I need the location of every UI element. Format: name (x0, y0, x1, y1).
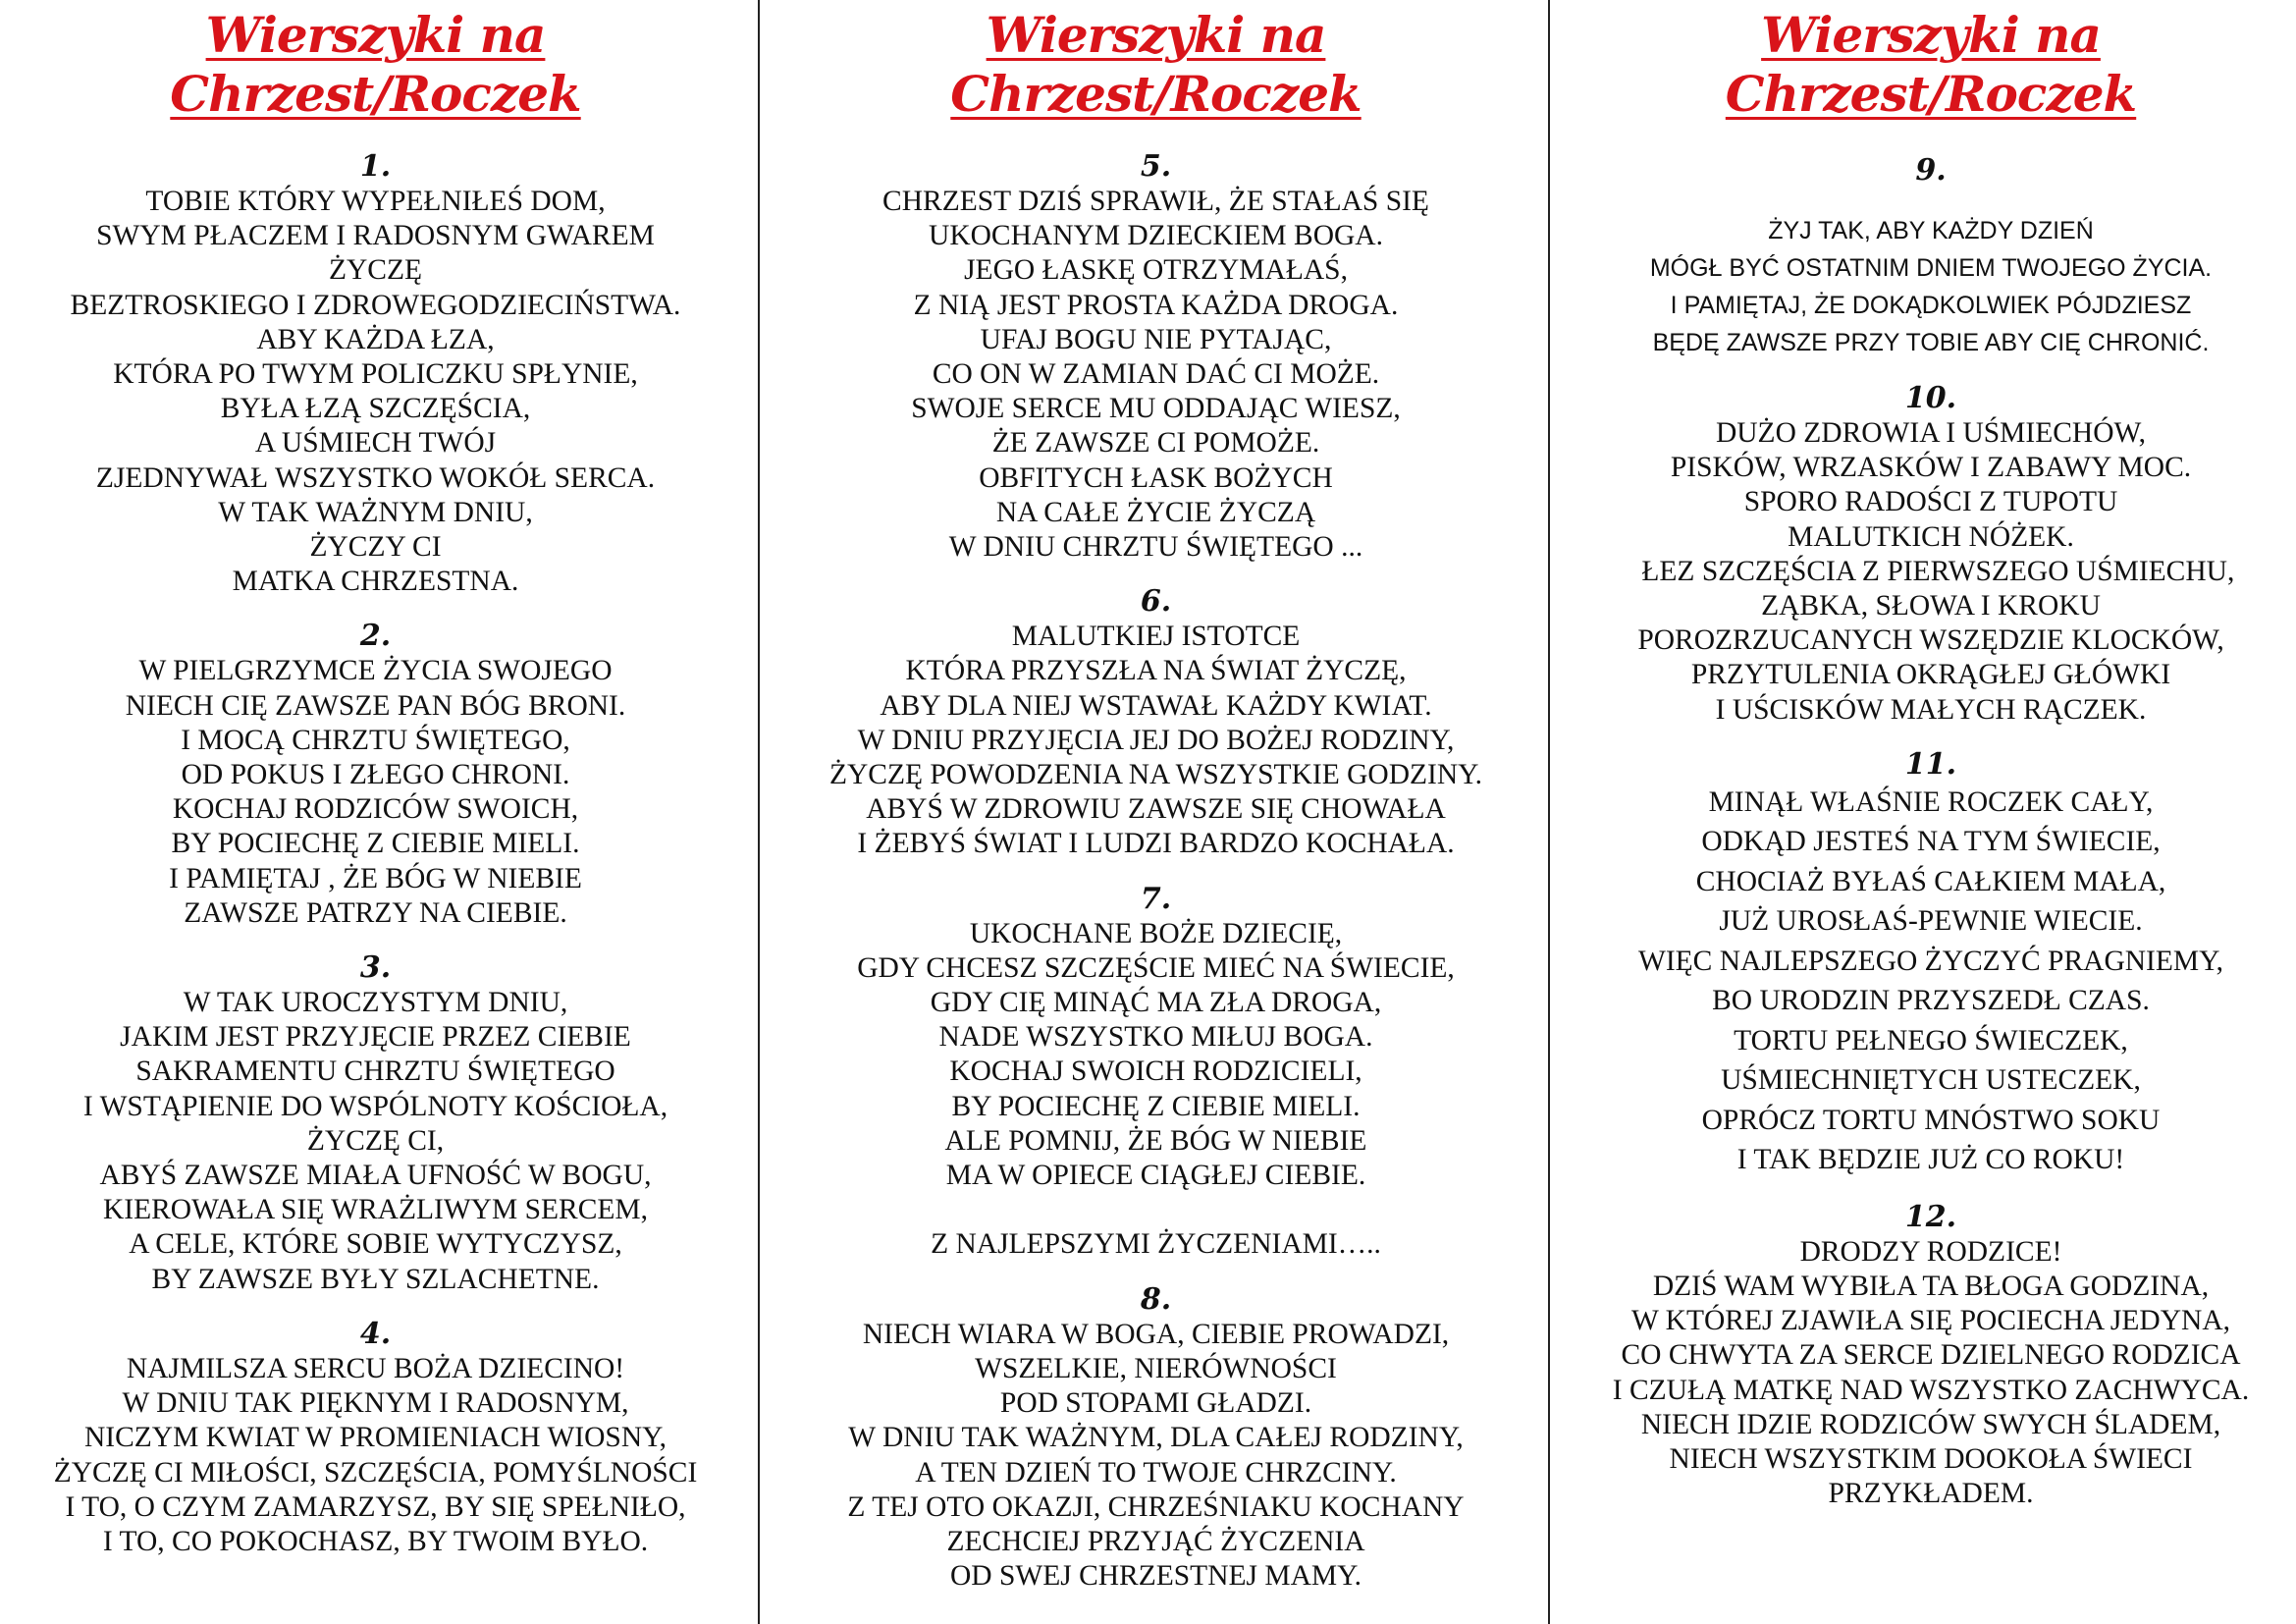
poem-text: W PIELGRZYMCE ŻYCIA SWOJEGO NIECH CIĘ ZAWSZE PAN BÓG BRONI. I MOCĄ CHRZTU ŚWIĘTEGO, OD POKUS I ZŁEGO CHRONI. KOCHAJ RODZICÓW SWOICH, BY POCIECHĘ Z CIEBIE MIELI. I PAMIĘTAJ , ŻE BÓG W NIEBIE ZAWSZE PATRZY NA CIEBIE. (125, 655, 626, 929)
poem-number: 6. (1140, 584, 1172, 620)
poem-text: DUŻO ZDROWIA I UŚMIECHÓW, PISKÓW, WRZASKÓW I ZABAWY MOC. SPORO RADOŚCI Z TUPOTU MALUTKICH NÓŻEK. ŁEZ SZCZĘŚCIA Z PIERWSZEGO UŚMIECHU, ZĄBKA, SŁOWA I KROKU POROZRZUCANYCH WSZĘDZIE KLOCKÓW, PRZYTULENIA OKRĄGŁEJ GŁÓWKI I UŚCISKÓW MAŁYCH RĄCZEK. (1637, 417, 2235, 726)
poem-text: ŻYJ TAK, ABY KAŻDY DZIEŃ MÓGŁ BYĆ OSTATNIM DNIEM TWOJEGO ŻYCIA. I PAMIĘTAJ, ŻE DOKĄDKOLWIEK PÓJDZIESZ BĘDĘ ZAWSZE PRZY TOBIE ABY CIĘ CHRONIĆ. (1649, 217, 2213, 356)
poem-number: 2. (359, 619, 392, 654)
poem-number: 9. (1915, 153, 1947, 188)
poem-text: TOBIE KTÓRY WYPEŁNIŁEŚ DOM, SWYM PŁACZEM I RADOSNYM GWAREM ŻYCZĘ BEZTROSKIEGO I ZDROWEGODZIECIŃSTWA. ABY KAŻDA ŁZA, KTÓRA PO TWYM POLICZKU SPŁYNIE, BYŁA ŁZĄ SZCZĘŚCIA, A UŚMIECH TWÓJ ZJEDNYWAŁ WSZYSTKO WOKÓŁ SERCA. W TAK WAŻNYM DNIU, ŻYCZY CI MATKA CHRZESTNA. (70, 186, 681, 598)
poem-number: 7. (1140, 881, 1172, 916)
column-2 (775, 0, 1536, 1624)
poem-number: 5. (1140, 149, 1172, 184)
poem-number: 11. (1904, 746, 1957, 782)
poem-text: MINĄŁ WŁAŚNIE ROCZEK CAŁY, ODKĄD JESTEŚ NA TYM ŚWIECIE, CHOCIAŻ BYŁAŚ CAŁKIEM MAŁA, JUŻ UROSŁAŚ-PEWNIE WIECIE. WIĘC NAJLEPSZEGO ŻYCZYĆ PRAGNIEMY, BO URODZIN PRZYSZEDŁ CZAS. TORTU PEŁNEGO ŚWIECZEK, UŚMIECHNIĘTYCH USTECZEK, OPRÓCZ TORTU MNÓSTWO SOKU I TAK BĘDZIE JUŻ CO ROKU! (1637, 785, 2224, 1176)
column-3 (1566, 0, 2296, 1624)
column-divider-left (758, 0, 760, 1624)
poem-text: NIECH WIARA W BOGA, CIEBIE PROWADZI, WSZELKIE, NIERÓWNOŚCI POD STOPAMI GŁADZI. W DNIU TAK WAŻNYM, DLA CAŁEJ RODZINY, A TEN DZIEŃ TO TWOJE CHRZCINY. Z TEJ OTO OKAZJI, CHRZEŚNIAKU KOCHANY ZECHCIEJ PRZYJĄĆ ŻYCZENIA OD SWEJ CHRZESTNEJ MAMY. (847, 1318, 1465, 1593)
poem-text: UKOCHANE BOŻE DZIECIĘ, GDY CHCESZ SZCZĘŚCIE MIEĆ NA ŚWIECIE, GDY CIĘ MINĄĆ MA ZŁA DROGA, NADE WSZYSTKO MIŁUJ BOGA. KOCHAJ SWOICH RODZICIELI, BY POCIECHĘ Z CIEBIE MIELI. ALE POMNIJ, ŻE BÓG W NIEBIE MA W OPIECE CIĄGŁEJ CIEBIE. Z NAJLEPSZYMI ŻYCZENIAMI….. (857, 917, 1455, 1261)
poem-number: 4. (359, 1316, 392, 1351)
poem-number: 10. (1904, 381, 1957, 415)
poem-text: CHRZEST DZIŚ SPRAWIŁ, ŻE STAŁAŚ SIĘ UKOCHANYM DZIECKIEM BOGA. JEGO ŁASKĘ OTRZYMAŁAŚ, Z NIĄ JEST PROSTA KAŻDA DROGA. UFAJ BOGU NIE PYTAJĄC, CO ON W ZAMIAN DAĆ CI MOŻE. SWOJE SERCE MU ODDAJĄC WIESZ, ŻE ZAWSZE CI POMOŻE. OBFITYCH ŁASK BOŻYCH NA CAŁE ŻYCIE ŻYCZĄ W DNIU CHRZTU ŚWIĘTEGO ... (882, 186, 1429, 564)
poem-number: 3. (359, 950, 392, 986)
column-divider-right (1548, 0, 1550, 1624)
poem-text: NAJMILSZA SERCU BOŻA DZIECINO! W DNIU TAK PIĘKNYM I RADOSNYM, NICZYM KWIAT W PROMIENIACH WIOSNY, ŻYCZĘ CI MIŁOŚCI, SZCZĘŚCIA, POMYŚLNOŚCI I TO, O CZYM ZAMARZYSZ, BY SIĘ SPEŁNIŁO, I TO, CO POKOCHASZ, BY TWOIM BYŁO. (53, 1352, 698, 1557)
poem-number: 1. (359, 149, 392, 184)
column-header: Wierszyki na Chrzest/Roczek (950, 6, 1362, 123)
poem-number: 12. (1904, 1199, 1957, 1234)
column-header: Wierszyki na Chrzest/Roczek (1725, 6, 2137, 123)
poem-text: W TAK UROCZYSTYM DNIU, JAKIM JEST PRZYJĘCIE PRZEZ CIEBIE SAKRAMENTU CHRZTU ŚWIĘTEGO I WSTĄPIENIE DO WSPÓLNOTY KOŚCIOŁA, ŻYCZĘ CI, ABYŚ ZAWSZE MIAŁA UFNOŚĆ W BOGU, KIEROWAŁA SIĘ WRAŻLIWYM SERCEM, A CELE, KTÓRE SOBIE WYTYCZYSZ, BY ZAWSZE BYŁY SZLACHETNE. (82, 987, 668, 1295)
poem-text: DRODZY RODZICE! DZIŚ WAM WYBIŁA TA BŁOGA GODZINA, W KTÓREJ ZJAWIŁA SIĘ POCIECHA JEDYNA, CO CHWYTA ZA SERCE DZIELNEGO RODZICA I CZUŁĄ MATKĘ NAD WSZYSTKO ZACHWYCA. NIECH IDZIE RODZICÓW SWYCH ŚLADEM, NIECH WSZYSTKIM DOOKOŁA ŚWIECI PRZYKŁADEM. (1612, 1235, 2250, 1510)
poem-number: 8. (1140, 1281, 1172, 1317)
column-header: Wierszyki na Chrzest/Roczek (170, 6, 581, 123)
poem-text: MALUTKIEJ ISTOTCE KTÓRA PRZYSZŁA NA ŚWIAT ŻYCZĘ, ABY DLA NIEJ WSTAWAŁ KAŻDY KWIAT. W DNIU PRZYJĘCIA JEJ DO BOŻEJ RODZINY, ŻYCZĘ POWODZENIA NA WSZYSTKIE GODZINY. ABYŚ W ZDROWIU ZAWSZE SIĘ CHOWAŁA I ŻEBYŚ ŚWIAT I LUDZI BARDZO KOCHAŁA. (828, 621, 1483, 860)
column-1 (10, 0, 741, 1624)
